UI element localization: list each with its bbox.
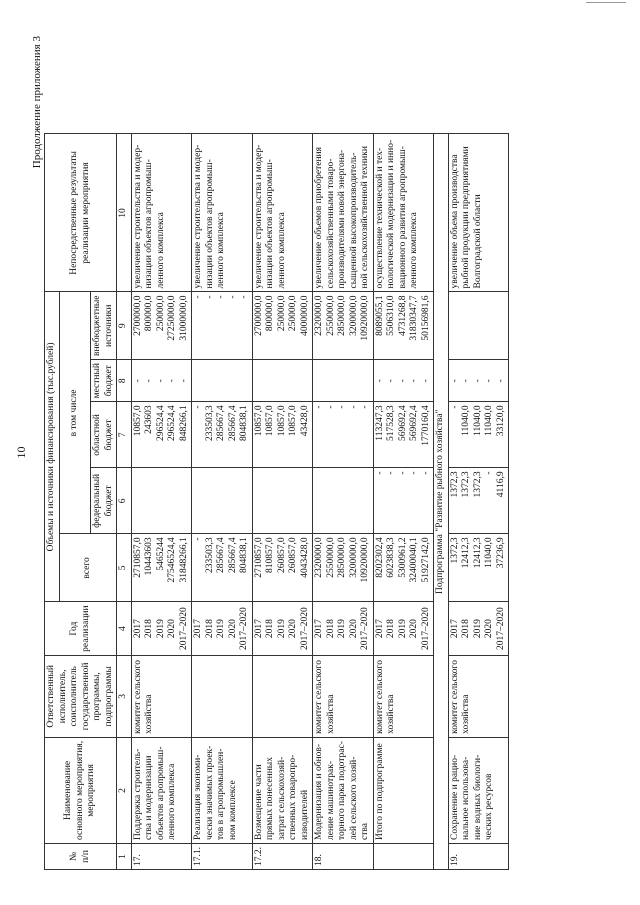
row-extrabudget: 2700000,0 800000,0 250000,0 250000,0 4000000,0	[252, 292, 313, 360]
row-name: Поддержка строитель- ства и модернизации объектов агропромыш- ленного комплекса	[131, 737, 192, 843]
table-body	[131, 134, 509, 870]
row-total: 2320000,0 2550000,0 2850000,0 3200000,0 10920000,0	[313, 534, 374, 602]
header-total: всего	[59, 534, 117, 602]
row-responsible	[192, 655, 253, 737]
col-num-8: 8	[117, 360, 132, 402]
row-years: 2017 2018 2019 2020 2017–2020	[373, 602, 434, 655]
row-number: 17.	[131, 844, 192, 870]
header-funding: Объемы и источники финансирования (тыс.рублей)	[45, 292, 60, 602]
row-responsible: комитет сельского хозяйства	[448, 655, 509, 737]
row-name: Реализация экономи- чески значимых проек- тов в агропромышлен- ном комплексе	[192, 737, 253, 843]
row-result: увеличение строительства и модер- низации объектов агропромыш- ленного комплекса	[192, 134, 253, 292]
row-result: увеличение объема производства рыбной продукции предприятиями Волгоградской области	[448, 134, 509, 292]
row-federal: 1372,3 1372,3 1372,3 - 4116,9	[448, 468, 509, 534]
header-in-that: в том числе	[59, 292, 91, 534]
row-years: 2017 2018 2019 2020 2017–2020	[313, 602, 374, 655]
row-total: - 233503,3 285667,4 285667,4 804838,1	[192, 534, 253, 602]
header-regional: областной бюджет	[91, 402, 117, 468]
row-federal	[313, 468, 374, 534]
row-federal	[131, 468, 192, 534]
row-local	[192, 360, 253, 402]
row-total: 2710857,0 810857,0 260857,0 260857,0 4043428,0	[252, 534, 313, 602]
row-result: осуществление технической и тех- нологической модернизации и инно- вационного развития агропромыш- ленного комплекса	[373, 134, 434, 292]
row-regional: - - - - -	[313, 402, 374, 468]
header-federal: федеральный бюджет	[91, 468, 117, 534]
col-num-9: 9	[117, 292, 132, 360]
row-extrabudget: 2700000,0 800000,0 250000,0 27250000,0 31000000,0	[131, 292, 192, 360]
funding-table	[44, 133, 509, 870]
col-num-1: 1	[117, 844, 132, 870]
row-regional: 113247,3 517528,3 569692,4 569692,4 1770160,4	[373, 402, 434, 468]
col-num-4: 4	[117, 602, 132, 655]
row-responsible: комитет сельского хозяйства	[131, 655, 192, 737]
row-regional: - 11040,0 11040,0 11040,0 33120,0	[448, 402, 509, 468]
row-extrabudget: - - - - -	[192, 292, 253, 360]
row-number: 19.	[448, 844, 509, 870]
header-responsible: Ответственный исполнитель, соисполнитель государственной программы, подпрограммы	[45, 655, 117, 737]
row-regional: 10857,0 10857,0 10857,0 10857,0 43428,0	[252, 402, 313, 468]
header-number: № п/п	[45, 844, 117, 870]
header-extrabudget: внебюджетные источники	[91, 292, 117, 360]
row-years: 2017 2018 2019 2020 2017–2020	[252, 602, 313, 655]
row-regional: 10857,0 243603 296524,4 296524,4 848266,1	[131, 402, 192, 468]
row-name: Модернизация и обнов- ление машинотрак- торного парка подотрас- лей сельского хозяй- ства	[313, 737, 374, 843]
table-row	[252, 134, 313, 870]
row-local: - - - - -	[448, 360, 509, 402]
table-row	[131, 134, 192, 870]
row-name: Сохранение и рацио- нальное использова- ние водных биологи- ческих ресурсов	[448, 737, 509, 843]
row-result: увеличение объемов приобретения сельскохозяйственными товаро- производителями новой энергона- сыщенной высокопроизводитель- ной сельскохозяйственной техники	[313, 134, 374, 292]
row-regional: - 233503,3 285667,4 285667,4 804838,1	[192, 402, 253, 468]
row-responsible	[252, 655, 313, 737]
header-result: Непосредственные результаты реализации мероприятия	[45, 134, 117, 292]
col-num-2: 2	[117, 737, 132, 843]
row-total: 1372,3 12412,3 12412,3 11040,0 37236,9	[448, 534, 509, 602]
row-responsible: комитет сельского хозяйства	[373, 655, 434, 737]
row-years: 2017 2018 2019 2020 2017–2020	[131, 602, 192, 655]
col-num-3: 3	[117, 655, 132, 737]
table-row	[313, 134, 374, 870]
table-row	[192, 134, 253, 870]
row-responsible: комитет сельского хозяйства	[313, 655, 374, 737]
row-extrabudget: 8089055,1 5506310,0 4731268,8 31830347,7 50156981,6	[373, 292, 434, 360]
row-number: 17.1.	[192, 844, 253, 870]
row-local	[313, 360, 374, 402]
row-name: Итого по подпрограмме	[373, 737, 434, 843]
row-extrabudget	[448, 292, 509, 360]
row-federal: - - - - -	[373, 468, 434, 534]
row-federal	[252, 468, 313, 534]
header-name: Наименование основного мероприятия, мероприятия	[45, 737, 117, 843]
row-number	[373, 844, 434, 870]
row-local: - - - - -	[373, 360, 434, 402]
row-local: - - - - -	[131, 360, 192, 402]
row-number: 18.	[313, 844, 374, 870]
col-num-7: 7	[117, 402, 132, 468]
header-local: местный бюджет	[91, 360, 117, 402]
col-num-5: 5	[117, 534, 132, 602]
row-result: увеличение строительства и модер- низации объектов агропромыш- ленного комплекса	[131, 134, 192, 292]
page-number: 10	[14, 446, 28, 459]
continuation-label: Продолжение приложения 3	[31, 36, 43, 169]
col-num-10: 10	[117, 134, 132, 292]
row-years: 2017 2018 2019 2020 2017–2020	[192, 602, 253, 655]
row-total: 8202302,4 6023838,3 5300961,2 32400040,1 51927142,0	[373, 534, 434, 602]
subprogram-row	[434, 134, 449, 870]
row-result: увеличение строительства и модер- низации объектов агропромыш- ленного комплекса	[252, 134, 313, 292]
col-num-6: 6	[117, 468, 132, 534]
row-local	[252, 360, 313, 402]
header-year: Год реализации	[45, 602, 117, 655]
row-years: 2017 2018 2019 2020 2017–2020	[448, 602, 509, 655]
row-federal	[192, 468, 253, 534]
row-total: 2710857,0 10443603 5465244 27546524,4 31848266,1	[131, 534, 192, 602]
row-number: 17.2.	[252, 844, 313, 870]
row-extrabudget: 2320000,0 2550000,0 2850000,0 3200000,0 10920000,0	[313, 292, 374, 360]
row-name: Возмещение части прямых понесенных затрат сельскохозяй- ственных товаропро- изводителей	[252, 737, 313, 843]
table-row	[373, 134, 434, 870]
subprogram-title: Подпрограмма "Развитие рыбного хозяйства"	[434, 134, 449, 870]
table-row	[448, 134, 509, 870]
